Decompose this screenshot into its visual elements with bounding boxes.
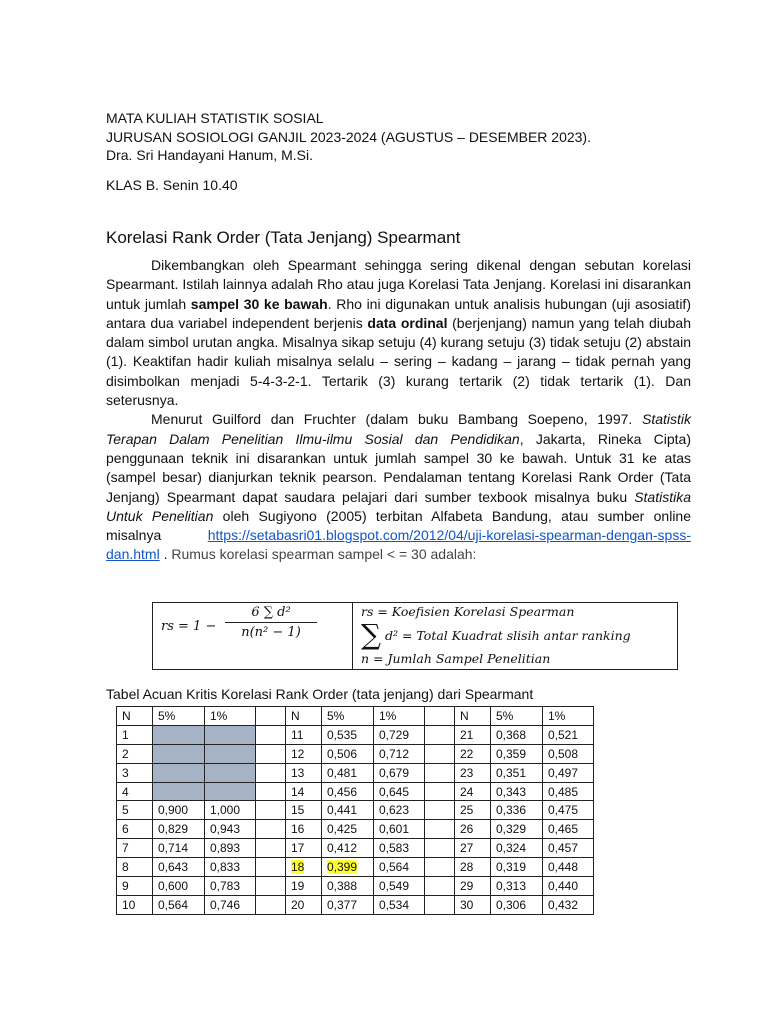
cell-n: 3 bbox=[117, 763, 153, 782]
critical-values-table bbox=[116, 706, 594, 915]
cell-gap bbox=[425, 744, 455, 763]
table-caption: Tabel Acuan Kritis Korelasi Rank Order (tata jenjang) dari Spearmant bbox=[106, 686, 534, 702]
cell-gap bbox=[425, 801, 455, 820]
definition-d2-row bbox=[361, 618, 631, 651]
cell-p1: 0,833 bbox=[205, 858, 256, 877]
cell-n: 21 bbox=[455, 725, 491, 744]
cell-n: 2 bbox=[117, 744, 153, 763]
table-row bbox=[117, 782, 594, 801]
header-cell-p1: 1% bbox=[543, 707, 594, 726]
cell-p1: 0,729 bbox=[374, 725, 425, 744]
cell-p1: 0,485 bbox=[543, 782, 594, 801]
definition-rs: rs = Koefisien Korelasi Spearman bbox=[361, 604, 575, 619]
cell-n: 13 bbox=[286, 763, 322, 782]
table-row bbox=[117, 839, 594, 858]
cell-p1: 0,564 bbox=[374, 858, 425, 877]
cell-p1: 0,712 bbox=[374, 744, 425, 763]
cell-n: 19 bbox=[286, 877, 322, 896]
cell-p5 bbox=[153, 763, 205, 782]
table-header-row bbox=[117, 707, 594, 726]
cell-n bbox=[286, 858, 322, 877]
table-row bbox=[117, 895, 594, 914]
cell-p5 bbox=[153, 782, 205, 801]
cell-p1: 0,457 bbox=[543, 839, 594, 858]
cell-p1: 0,475 bbox=[543, 801, 594, 820]
cell-p5: 0,319 bbox=[491, 858, 543, 877]
header-cell-n: N bbox=[286, 707, 322, 726]
cell-p1: 0,943 bbox=[205, 820, 256, 839]
cell-p5: 0,359 bbox=[491, 744, 543, 763]
cell-p5: 0,600 bbox=[153, 877, 205, 896]
cell-gap bbox=[256, 725, 286, 744]
cell-gap bbox=[256, 782, 286, 801]
book-title-2: Statistika Untuk Penelitian bbox=[106, 488, 691, 524]
highlighted-value: 18 bbox=[291, 860, 305, 875]
cell-p1: 0,601 bbox=[374, 820, 425, 839]
cell-n: 30 bbox=[455, 895, 491, 914]
lecturer-name: Dra. Sri Handayani Hanum, M.Si. bbox=[106, 147, 313, 163]
cell-p5: 0,564 bbox=[153, 895, 205, 914]
cell-gap bbox=[256, 801, 286, 820]
book-title-1: Statistik Terapan Dalam Penelitian Ilmu-ilmu Sosial dan Pendidikan bbox=[106, 411, 691, 447]
cell-gap bbox=[256, 744, 286, 763]
cell-p5 bbox=[153, 725, 205, 744]
formula-lhs: rs = 1 − bbox=[161, 619, 217, 634]
cell-n: 26 bbox=[455, 820, 491, 839]
cell-p1: 0,549 bbox=[374, 877, 425, 896]
cell-p1 bbox=[205, 763, 256, 782]
cell-p5: 0,481 bbox=[322, 763, 374, 782]
paragraph-1 bbox=[106, 256, 691, 410]
cell-p1: 0,783 bbox=[205, 877, 256, 896]
cell-n: 11 bbox=[286, 725, 322, 744]
definition-d2: d² = Total Kuadrat slisih antar ranking bbox=[385, 627, 631, 643]
cell-p5: 0,412 bbox=[322, 839, 374, 858]
cell-n: 27 bbox=[455, 839, 491, 858]
cell-p1: 0,448 bbox=[543, 858, 594, 877]
cell-p1: 0,679 bbox=[374, 763, 425, 782]
formula-definitions bbox=[353, 603, 677, 669]
cell-gap bbox=[256, 895, 286, 914]
cell-p1: 0,623 bbox=[374, 801, 425, 820]
header-cell-p1: 1% bbox=[205, 707, 256, 726]
header-cell-p5: 5% bbox=[322, 707, 374, 726]
cell-n: 4 bbox=[117, 782, 153, 801]
body-text bbox=[106, 256, 691, 565]
cell-n: 7 bbox=[117, 839, 153, 858]
para2-text: Menurut Guilford dan Fruchter (dalam buku Bambang Soepeno, 1997. bbox=[151, 411, 642, 428]
cell-gap bbox=[425, 725, 455, 744]
header-cell-p1: 1% bbox=[374, 707, 425, 726]
cell-p1: 0,508 bbox=[543, 744, 594, 763]
cell-gap bbox=[256, 877, 286, 896]
cell-p1: 0,583 bbox=[374, 839, 425, 858]
cell-gap bbox=[256, 839, 286, 858]
cell-p1 bbox=[205, 725, 256, 744]
cell-p5: 0,329 bbox=[491, 820, 543, 839]
table-row bbox=[117, 744, 594, 763]
header-cell-gap bbox=[256, 707, 286, 726]
header-cell-p5: 5% bbox=[153, 707, 205, 726]
cell-n: 17 bbox=[286, 839, 322, 858]
cell-n: 24 bbox=[455, 782, 491, 801]
cell-p5: 0,441 bbox=[322, 801, 374, 820]
cell-p1: 0,465 bbox=[543, 820, 594, 839]
cell-n: 22 bbox=[455, 744, 491, 763]
cell-n: 25 bbox=[455, 801, 491, 820]
department-line: JURUSAN SOSIOLOGI GANJIL 2023-2024 (AGUSTUS – DESEMBER 2023). bbox=[106, 128, 591, 145]
para1-text-3: (berjenjang) namun yang telah diubah dalam simbol urutan angka. Misalnya sikap setuju (4) kurang setuju (3) tidak setuju (2) abstain (1). Keaktifan hadir kuliah misalnya selalu – sering – kadang – jarang – tidak pernah yang disimbolkan menjadi 5-4-3-2-1. Tertarik (3) kurang tertarik (2) tidak tertarik (1). Dan seterusnya. bbox=[106, 314, 691, 409]
cell-gap bbox=[256, 820, 286, 839]
cell-p5: 0,535 bbox=[322, 725, 374, 744]
formula-numerator: 6 ∑ d² bbox=[225, 605, 317, 623]
table-row bbox=[117, 877, 594, 896]
cell-p1: 0,521 bbox=[543, 725, 594, 744]
cell-n: 5 bbox=[117, 801, 153, 820]
cell-p5: 0,368 bbox=[491, 725, 543, 744]
cell-p5: 0,829 bbox=[153, 820, 205, 839]
cell-p5: 0,456 bbox=[322, 782, 374, 801]
formula-fraction bbox=[225, 605, 317, 640]
formula-equation bbox=[153, 603, 353, 669]
cell-gap bbox=[425, 839, 455, 858]
cell-gap bbox=[425, 858, 455, 877]
cell-n: 20 bbox=[286, 895, 322, 914]
cell-p5: 0,377 bbox=[322, 895, 374, 914]
document-header bbox=[106, 109, 591, 165]
cell-p5: 0,336 bbox=[491, 801, 543, 820]
cell-p5: 0,313 bbox=[491, 877, 543, 896]
cell-p1 bbox=[205, 744, 256, 763]
cell-n: 23 bbox=[455, 763, 491, 782]
table-row bbox=[117, 725, 594, 744]
cell-n: 1 bbox=[117, 725, 153, 744]
header-cell-p5: 5% bbox=[491, 707, 543, 726]
cell-gap bbox=[425, 820, 455, 839]
cell-p5: 0,306 bbox=[491, 895, 543, 914]
spearman-formula-box bbox=[152, 602, 678, 670]
cell-gap bbox=[256, 858, 286, 877]
cell-p5 bbox=[153, 744, 205, 763]
table-row bbox=[117, 763, 594, 782]
sigma-symbol: ∑ bbox=[361, 618, 381, 651]
cell-p1: 0,645 bbox=[374, 782, 425, 801]
cell-p5: 0,343 bbox=[491, 782, 543, 801]
cell-n: 10 bbox=[117, 895, 153, 914]
para1-text-2: . Rho ini digunakan untuk analisis hubungan (uji asosiatif) antara dua variabel independent berjenis bbox=[106, 295, 691, 331]
cell-n: 8 bbox=[117, 858, 153, 877]
source-link[interactable]: https://setabasri01.blogspot.com/2012/04/uji-korelasi-spearman-dengan-spss-dan.html bbox=[106, 527, 691, 563]
cell-n: 9 bbox=[117, 877, 153, 896]
cell-p5: 0,388 bbox=[322, 877, 374, 896]
cell-p1: 0,746 bbox=[205, 895, 256, 914]
header-cell-n: N bbox=[117, 707, 153, 726]
table-row bbox=[117, 858, 594, 877]
para1-text: Dikembangkan oleh Spearmant sehingga sering dikenal dengan sebutan korelasi Spearmant. Istilah lainnya adalah Rho atau juga Korelasi Tata Jenjang. Korelasi ini disarankan untuk jumlah bbox=[106, 257, 691, 312]
cell-p5: 0,506 bbox=[322, 744, 374, 763]
para2-text-5: Rumus korelasi spearman sampel < = 30 adalah: bbox=[171, 546, 477, 563]
cell-p1: 1,000 bbox=[205, 801, 256, 820]
formula-denominator: n(n² − 1) bbox=[241, 625, 301, 640]
cell-p1: 0,497 bbox=[543, 763, 594, 782]
cell-p5: 0,351 bbox=[491, 763, 543, 782]
cell-p5: 0,643 bbox=[153, 858, 205, 877]
cell-p5: 0,324 bbox=[491, 839, 543, 858]
cell-n: 12 bbox=[286, 744, 322, 763]
cell-n: 16 bbox=[286, 820, 322, 839]
cell-p5: 0,900 bbox=[153, 801, 205, 820]
cell-p1 bbox=[205, 782, 256, 801]
cell-n: 6 bbox=[117, 820, 153, 839]
cell-p5 bbox=[322, 858, 374, 877]
highlighted-value: 0,399 bbox=[327, 860, 358, 875]
cell-gap bbox=[425, 782, 455, 801]
cell-gap bbox=[425, 877, 455, 896]
course-title: MATA KULIAH STATISTIK SOSIAL bbox=[106, 110, 324, 126]
cell-p5: 0,425 bbox=[322, 820, 374, 839]
cell-p1: 0,432 bbox=[543, 895, 594, 914]
cell-n: 15 bbox=[286, 801, 322, 820]
para2-text-4: . bbox=[159, 546, 172, 563]
cell-gap bbox=[425, 763, 455, 782]
cell-n: 29 bbox=[455, 877, 491, 896]
header-cell-n: N bbox=[455, 707, 491, 726]
paragraph-2 bbox=[106, 410, 691, 564]
cell-gap bbox=[256, 763, 286, 782]
cell-p1: 0,893 bbox=[205, 839, 256, 858]
cell-gap bbox=[425, 895, 455, 914]
cell-n: 14 bbox=[286, 782, 322, 801]
para2-text-3: oleh Sugiyono (2005) terbitan Alfabeta Bandung, atau sumber online misalnya bbox=[106, 507, 692, 544]
cell-p1: 0,440 bbox=[543, 877, 594, 896]
section-title: Korelasi Rank Order (Tata Jenjang) Spearmant bbox=[106, 228, 461, 247]
cell-p1: 0,534 bbox=[374, 895, 425, 914]
para1-bold-ordinal: data ordinal bbox=[367, 314, 448, 331]
header-cell-gap bbox=[425, 707, 455, 726]
cell-p5: 0,714 bbox=[153, 839, 205, 858]
table-row bbox=[117, 801, 594, 820]
definition-n: n = Jumlah Sampel Penelitian bbox=[361, 651, 551, 666]
class-schedule: KLAS B. Senin 10.40 bbox=[106, 177, 238, 193]
para2-text-2: , Jakarta, Rineka Cipta) penggunaan teknik ini disarankan untuk jumlah sampel 30 ke bawah. Untuk 31 ke atas (sampel besar) dianjurkan teknik pearson. Pendalaman tentang Korelasi Rank Order (Tata Jenjang) Spearmant dapat saudara pelajari dari sumber texbook misalnya buku bbox=[106, 430, 691, 505]
cell-n: 28 bbox=[455, 858, 491, 877]
para1-bold-sample: sampel 30 ke bawah bbox=[190, 295, 328, 312]
table-row bbox=[117, 820, 594, 839]
